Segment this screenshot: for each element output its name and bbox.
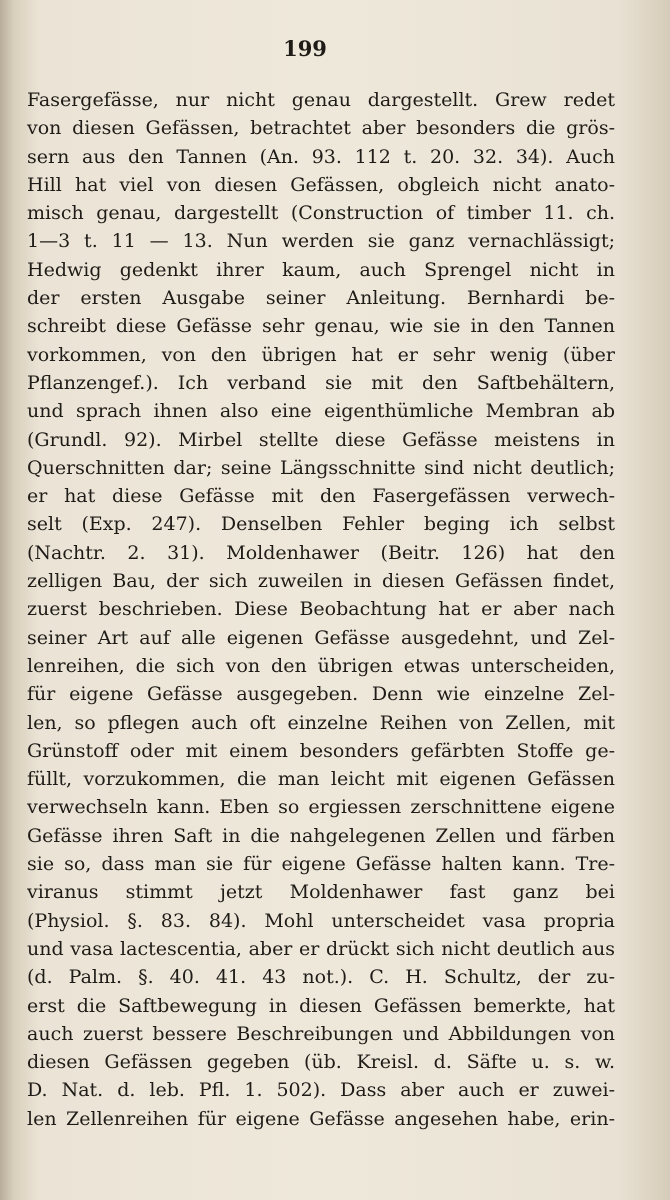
text-line: misch genau, dargestellt (Construction of timber 11. ch. — [27, 202, 615, 225]
text-line: vorkommen, von den übrigen hat er sehr wenig (über — [27, 343, 615, 366]
text-line: auch zuerst bessere Beschreibungen und Abbildungen von — [27, 1022, 615, 1045]
text-line: Pflanzengef.). Ich verband sie mit den Saftbehältern, — [27, 371, 615, 394]
text-line: und vasa lactescentia, aber er drückt sich nicht deutlich aus — [27, 937, 615, 960]
text-line: Hill hat viel von diesen Gefässen, obgleich nicht anato- — [27, 173, 615, 196]
text-line: schreibt diese Gefässe sehr genau, wie sie in den Tannen — [27, 315, 615, 338]
body-text — [27, 86, 615, 1133]
text-line: seiner Art auf alle eigenen Gefässe ausgedehnt, und Zel- — [27, 626, 615, 649]
text-line: lenreihen, die sich von den übrigen etwas unterscheiden, — [27, 654, 615, 677]
text-line: erst die Saftbewegung in diesen Gefässen bemerkte, hat — [27, 994, 615, 1017]
text-line: Hedwig gedenkt ihrer kaum, auch Sprengel nicht in — [27, 258, 615, 281]
text-line: er hat diese Gefässe mit den Fasergefässen verwech- — [27, 485, 615, 508]
text-line: sie so, dass man sie für eigene Gefässe halten kann. Tre- — [27, 853, 615, 876]
text-line: Grünstoff oder mit einem besonders gefärbten Stoffe ge- — [27, 739, 615, 762]
text-line: len, so pflegen auch oft einzelne Reihen von Zellen, mit — [27, 711, 615, 734]
text-line: (Nachtr. 2. 31). Moldenhawer (Beitr. 126) hat den — [27, 541, 615, 564]
page-number: 199 — [283, 36, 327, 61]
text-line: 1—3 t. 11 — 13. Nun werden sie ganz vernachlässigt; — [27, 230, 615, 253]
text-line: Fasergefässe, nur nicht genau dargestellt. Grew redet — [27, 89, 615, 111]
text-line: sern aus den Tannen (An. 93. 112 t. 20. 32. 34). Auch — [27, 145, 615, 168]
text-line: Gefässe ihren Saft in die nahgelegenen Zellen und färben — [27, 824, 615, 847]
text-line: verwechseln kann. Eben so ergiessen zerschnittene eigene — [27, 796, 615, 819]
text-line: viranus stimmt jetzt Moldenhawer fast ganz bei — [27, 881, 615, 904]
text-line: Querschnitten dar; seine Längsschnitte sind nicht deutlich; — [27, 456, 615, 479]
text-line: zuerst beschrieben. Diese Beobachtung hat er aber nach — [27, 598, 615, 621]
text-line: für eigene Gefässe ausgegeben. Denn wie einzelne Zel- — [27, 683, 615, 706]
text-line: D. Nat. d. leb. Pfl. 1. 502). Dass aber auch er zuwei- — [27, 1079, 615, 1102]
text-line: zelligen Bau, der sich zuweilen in diesen Gefässen findet, — [27, 570, 615, 593]
text-line: (d. Palm. §. 40. 41. 43 not.). C. H. Schultz, der zu- — [27, 966, 615, 989]
text-line: von diesen Gefässen, betrachtet aber besonders die grös- — [27, 117, 615, 140]
text-line: (Physiol. §. 83. 84). Mohl unterscheidet vasa propria — [27, 909, 615, 932]
text-line: der ersten Ausgabe seiner Anleitung. Bernhardi be- — [27, 287, 615, 310]
text-line: und sprach ihnen also eine eigenthümliche Membran ab — [27, 400, 615, 423]
text-line: len Zellenreihen für eigene Gefässe angesehen habe, erin- — [27, 1107, 615, 1130]
text-line: (Grundl. 92). Mirbel stellte diese Gefässe meistens in — [27, 428, 615, 451]
text-line: füllt, vorzukommen, die man leicht mit eigenen Gefässen — [27, 768, 615, 791]
text-line: diesen Gefässen gegeben (üb. Kreisl. d. Säfte u. s. w. — [27, 1051, 615, 1074]
text-line: selt (Exp. 247). Denselben Fehler beging ich selbst — [27, 513, 615, 536]
